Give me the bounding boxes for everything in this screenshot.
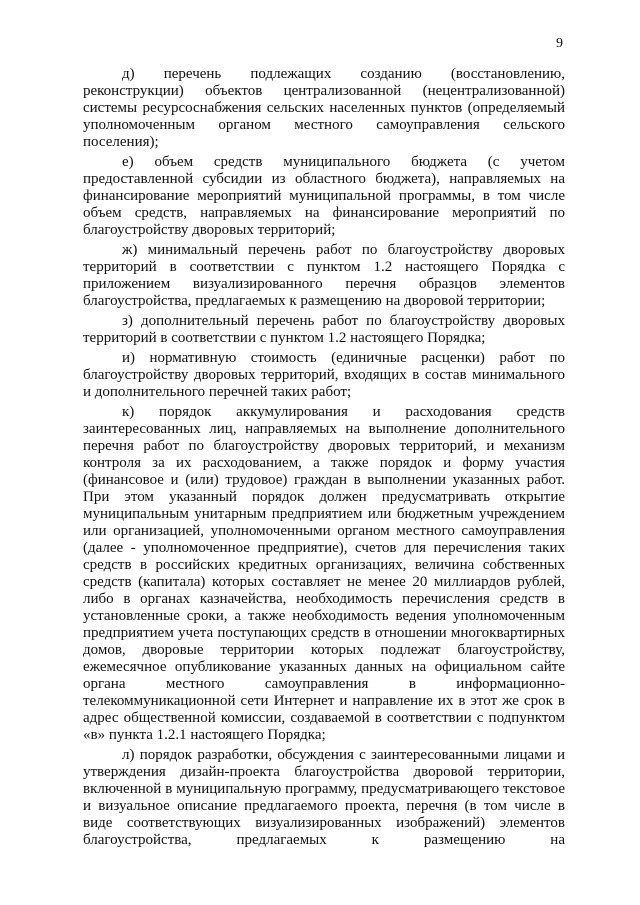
- paragraph-k: к) порядок аккумулирования и расходования средств заинтересованных лиц, направляемых на выполнение дополнительного перечня работ по благоустройству дворовых территорий, и механизм контроля за их расходованием, а также порядок и форму участия (финансовое и (или) трудовое) граждан в выполнении указанных работ. При этом указанный порядок должен предусматривать открытие муниципальным унитарным предприятием или бюджетным учреждением или организацией, уполномоченными органом местного самоуправления (далее - уполномоченное предприятие), счетов для перечисления таких средств в российских кредитных организациях, величина собственных средств (капитала) которых составляет не менее 20 миллиардов рублей, либо в органах казначейства, необходимость перечисления средств в установленные сроки, а также необходимость ведения уполномоченным предприятием учета поступающих средств в отношении многоквартирных домов, дворовые территории которых подлежат благоустройству, ежемесячное опубликование указанных данных на официальном сайте органа местного самоуправления в информационно-телекоммуникационной сети Интернет и направление их в этот же срок в адрес общественной комиссии, создаваемой в соответствии с подпунктом «в» пункта 1.2.1 настоящего Порядка;: [83, 404, 565, 743]
- paragraph-l: л) порядок разработки, обсуждения с заинтересованными лицами и утверждения дизайн-проекта благоустройства дворовой территории, включенной в муниципальную программу, предусматривающего текстовое и визуальное описание предлагаемого проекта, перечня (в том числе в виде соответствующих визуализированных изображений) элементов благоустройства, предлагаемых к размещению на: [83, 747, 565, 848]
- document-body: [83, 66, 565, 852]
- page-number: 9: [556, 36, 563, 51]
- paragraph-e: е) объем средств муниципального бюджета (с учетом предоставленной субсидии из областного бюджета), направляемых на финансирование мероприятий муниципальной программы, в том числе объем средств, направляемых на финансирование мероприятий по благоустройству дворовых территорий;: [83, 154, 565, 238]
- paragraph-zh: ж) минимальный перечень работ по благоустройству дворовых территорий в соответствии с пунктом 1.2 настоящего Порядка с приложением визуализированного перечня образцов элементов благоустройства, предлагаемых к размещению на дворовой территории;: [83, 242, 565, 309]
- paragraph-i: и) нормативную стоимость (единичные расценки) работ по благоустройству дворовых территорий, входящих в состав минимального и дополнительного перечней таких работ;: [83, 350, 565, 400]
- paragraph-d: д) перечень подлежащих созданию (восстановлению, реконструкции) объектов централизованной (нецентрализованной) системы ресурсоснабжения сельских населенных пунктов (определяемый уполномоченным органом местного самоуправления сельского поселения);: [83, 66, 565, 150]
- paragraph-z: з) дополнительный перечень работ по благоустройству дворовых территорий в соответствии с пунктом 1.2 настоящего Порядка;: [83, 313, 565, 346]
